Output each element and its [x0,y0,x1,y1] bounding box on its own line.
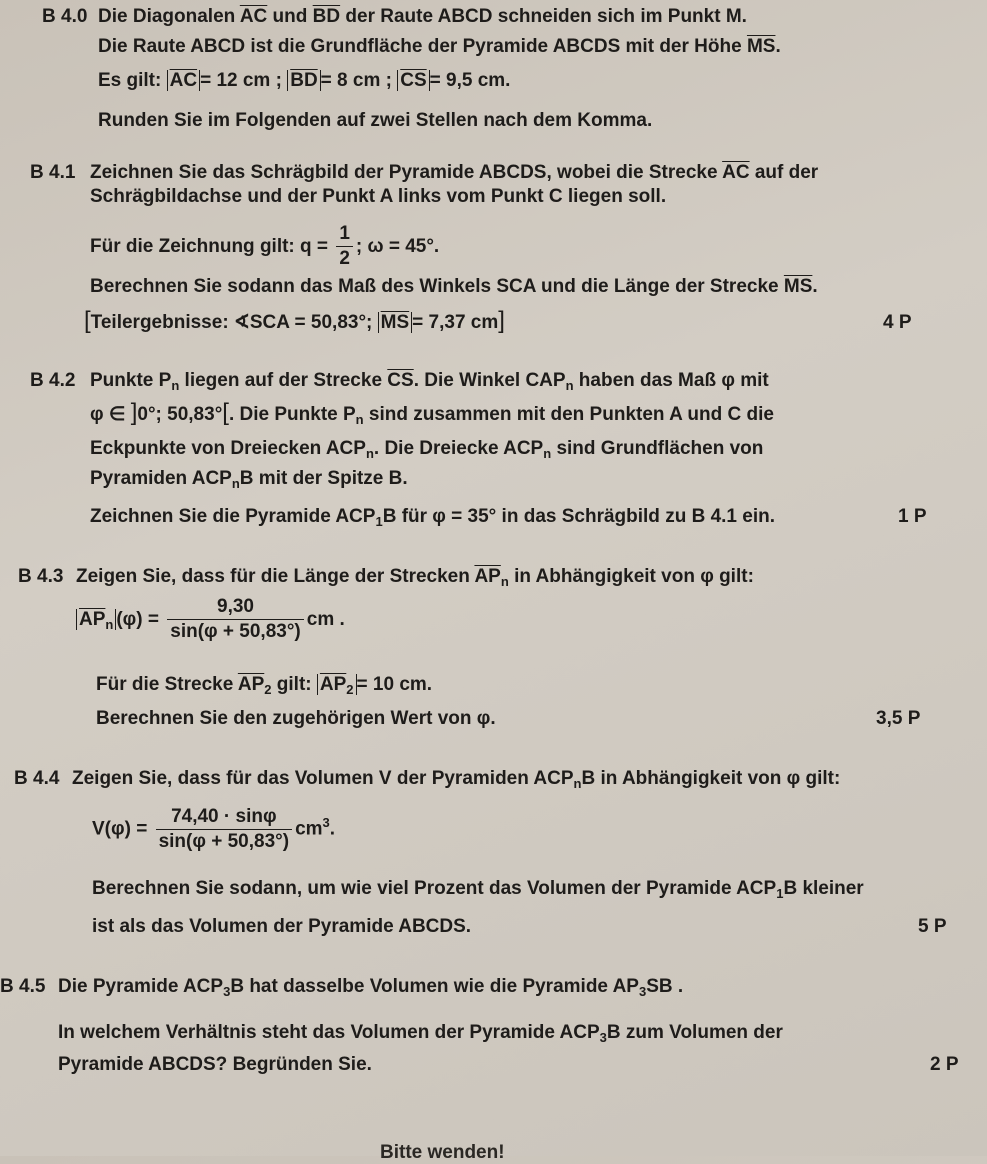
b44-line-3: Berechnen Sie sodann, um wie viel Prozent das Volumen der Pyramide $ACP_1B$ kleiner [92,878,864,901]
page-footer: Bitte wenden! [380,1142,505,1163]
b43-line-3: Für die Strecke $\overline{AP}_2$ gilt: $\overline{AP}_2 = 10$ cm. [96,674,433,697]
b43-line-1: Zeigen Sie, dass für die Länge der Strecken $\overline{AP}_n$ in Abhängigkeit von φ gilt: [76,566,754,589]
b44-line-1: Zeigen Sie, dass für das Volumen V der Pyramiden $ACP_nB$ in Abhängigkeit von φ gilt: [72,768,841,791]
b41-line-3: Für die Zeichnung gilt: q = $\frac{1}{2}$ ; ω = 45°. [90,223,440,270]
b43-line-4: Berechnen Sie den zugehörigen Wert von φ. [96,708,496,729]
b42-line-5: Zeichnen Sie die Pyramide $ACP_1B$ für φ = 35° in das Schrägbild zu B 4.1 ein. [90,506,775,529]
b41-line-1: Zeichnen Sie das Schrägbild der Pyramide ABCDS, wobei die Strecke $\overline{AC}$ auf der [90,162,819,183]
fraction-volume-formula: $\frac{74,40 \cdot \sin\varphi}{\sin(\varphi + 50,83^\circ)}$ [156,805,293,854]
b41-partial-results: [Teilergebnisse: ∢SCA = 50,83°; $\overline{MS} = 7,37$ cm] [84,307,505,334]
b41-line-2: Schrägbildachse und der Punkt A links vom Punkt C liegen soll. [90,186,667,207]
b40-line-3: Es gilt: $\overline{AC} = 12$ cm ; $\overline{BD} = 8$ cm ; $\overline{CS} = 9,5$ cm. [98,70,511,91]
points-b45: 2 P [930,1054,959,1075]
task-label-b43: B 4.3 [18,566,64,587]
b40-line-2: Die Raute ABCD ist die Grundfläche der Pyramide ABCDS mit der Höhe $\overline{MS}$. [98,36,781,57]
task-label-b42: B 4.2 [30,370,76,391]
b40-line-1: Die Diagonalen $\overline{AC}$ und $\overline{BD}$ der Raute ABCD schneiden sich im Punkt M. [98,6,747,27]
task-label-b45: B 4.5 [0,976,46,997]
b42-line-3: Eckpunkte von Dreiecken $ACP_n$. Die Dreiecke $ACP_n$ sind Grundflächen von [90,438,764,461]
points-b43: 3,5 P [876,708,921,729]
b45-line-3: Pyramide ABCDS? Begründen Sie. [58,1054,372,1075]
task-label-b44: B 4.4 [14,768,60,789]
b40-line-4: Runden Sie im Folgenden auf zwei Stellen nach dem Komma. [98,110,653,131]
b45-line-1: Die Pyramide $ACP_3B$ hat dasselbe Volumen wie die Pyramide $AP_3SB$ . [58,976,684,999]
b42-line-1: Punkte $P_n$ liegen auf der Strecke $\overline{CS}$. Die Winkel $CAP_n$ haben das Maß φ mit [90,370,769,393]
b41-line-4: Berechnen Sie sodann das Maß des Winkels SCA und die Länge der Strecke $\overline{MS}$. [90,276,818,297]
b44-line-4: ist als das Volumen der Pyramide ABCDS. [92,916,472,937]
b42-line-2: φ ∈ ]0°; 50,83°[. Die Punkte $P_n$ sind zusammen mit den Punkten A und C die [90,399,774,427]
points-b44: 5 P [918,916,947,937]
task-label-b41: B 4.1 [30,162,76,183]
task-label-b40: B 4.0 [42,6,88,27]
points-b41: 4 P [883,312,912,333]
b44-formula-volume: V(φ) = $\frac{74,40 \cdot \sin\varphi}{\sin(\varphi + 50,83^\circ)}$ $cm^3$. [92,805,336,852]
points-b42: 1 P [898,506,927,527]
fraction-ap-formula: $\frac{9,30}{\sin(\varphi + 50,83^\circ)}$ [167,595,304,644]
b42-line-4: Pyramiden $ACP_nB$ mit der Spitze B. [90,468,408,491]
b43-formula-ap: $\overline{AP}_n$ (φ) = $\frac{9,30}{\sin(\varphi + 50,83^\circ)}$ cm . [76,594,345,651]
b45-line-2: In welchem Verhältnis steht das Volumen der Pyramide $ACP_3B$ zum Volumen der [58,1022,783,1045]
fraction-one-half: $\frac{1}{2}$ [336,222,353,271]
